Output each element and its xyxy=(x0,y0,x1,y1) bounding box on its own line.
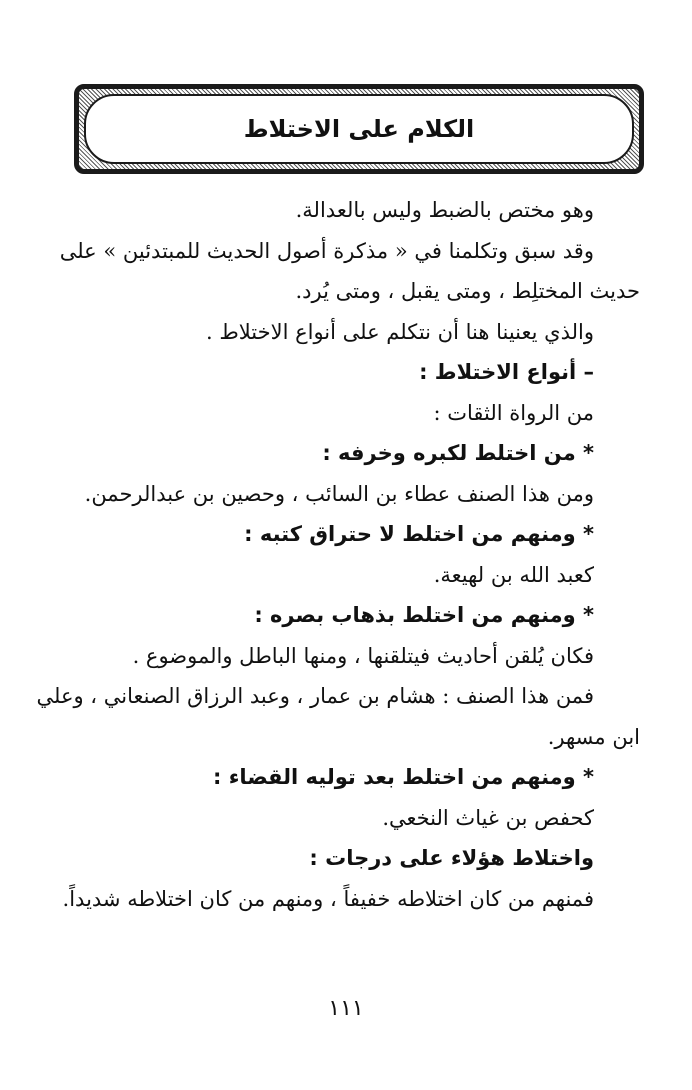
subsection-heading: * ومنهم من اختلط لا حتراق كتبه : xyxy=(244,522,594,546)
text-line: كحفص بن غياث النخعي. xyxy=(382,805,594,830)
body-text xyxy=(36,190,640,919)
text-line: كعبد الله بن لهيعة. xyxy=(433,562,594,587)
text-line: وقد سبق وتكلمنا في « مذكرة أصول الحديث للمبتدئين » على xyxy=(59,238,594,263)
text-line: وهو مختص بالضبط وليس بالعدالة. xyxy=(295,198,594,222)
subsection-heading: * ومنهم من اختلط بعد توليه القضاء : xyxy=(212,765,594,789)
page-number: ١١١ xyxy=(328,996,364,1021)
text-line: حديث المختلِط ، ومتى يقبل ، ومتى يُرد. xyxy=(295,279,640,303)
title-inner-box xyxy=(84,94,634,164)
text-line: ابن مسهر. xyxy=(547,724,640,749)
title-frame xyxy=(74,84,644,174)
text-line: من الرواة الثقات : xyxy=(433,400,594,425)
section-heading: – أنواع الاختلاط : xyxy=(419,360,594,384)
text-line: والذي يعنينا هنا أن نتكلم على أنواع الاختلاط . xyxy=(205,319,594,344)
section-heading: واختلاط هؤلاء على درجات : xyxy=(309,846,594,870)
text-line: فمن هذا الصنف : هشام بن عمار ، وعبد الرزاق الصنعاني ، وعلي xyxy=(36,684,594,708)
subsection-heading: * ومنهم من اختلط بذهاب بصره : xyxy=(254,603,594,627)
subsection-heading: * من اختلط لكبره وخرفه : xyxy=(322,441,594,465)
chapter-title: الكلام على الاختلاط xyxy=(243,115,475,143)
text-line: فمنهم من كان اختلاطه خفيفاً ، ومنهم من كان اختلاطه شديداً. xyxy=(62,886,594,911)
text-line: فكان يُلقن أحاديث فيتلقنها ، ومنها الباطل والموضوع . xyxy=(132,643,594,668)
text-line: ومن هذا الصنف عطاء بن السائب ، وحصين بن عبدالرحمن. xyxy=(84,481,594,506)
